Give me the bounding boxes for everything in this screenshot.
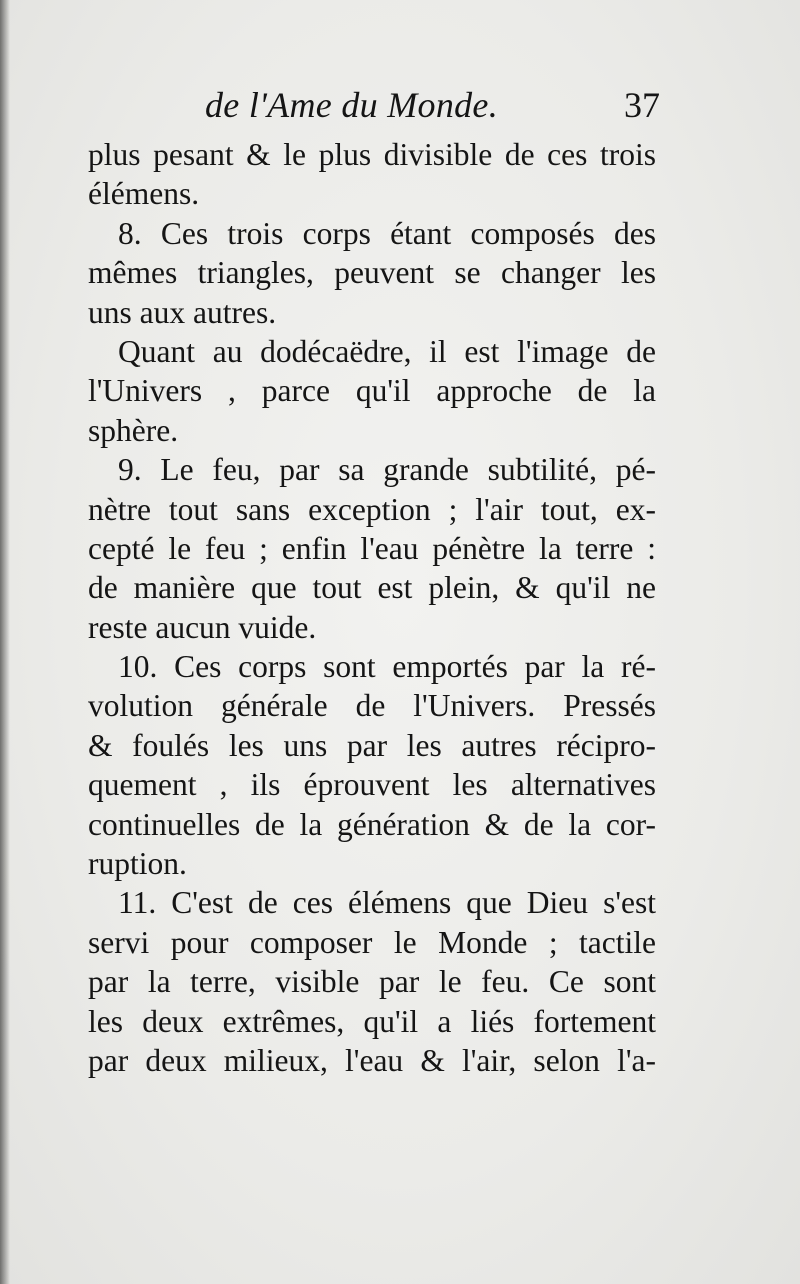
text-line: 8. Ces trois corps étant composés des	[118, 215, 656, 251]
text-line: volution générale de l'Univers. Pressés	[88, 688, 656, 724]
text-line: cepté le feu ; enfin l'eau pénètre la terre :	[88, 530, 656, 566]
text-line: nètre tout sans exception ; l'air tout, ex-	[88, 491, 656, 527]
body-text	[88, 135, 656, 1080]
text-line: 9. Le feu, par sa grande subtilité, pé-	[118, 452, 656, 488]
text-line: sphère.	[88, 412, 179, 448]
text-line: ruption.	[88, 846, 187, 882]
text-line: de manière que tout est plein, & qu'il ne	[88, 570, 656, 606]
text-line: Quant au dodécaëdre, il est l'image de	[118, 333, 656, 369]
text-line: élémens.	[88, 176, 200, 212]
text-line: quement , ils éprouvent les alternatives	[88, 767, 656, 803]
text-line: 10. Ces corps sont emportés par la ré-	[118, 649, 656, 685]
text-line: par la terre, visible par le feu. Ce sont	[88, 964, 656, 1000]
text-line: uns aux autres.	[88, 294, 277, 330]
running-title: de l'Ame du Monde.	[205, 85, 499, 125]
text-line: continuelles de la génération & de la cor-	[88, 806, 656, 842]
page-number: 37	[624, 85, 660, 125]
page-header	[205, 82, 660, 128]
spine-shadow	[0, 0, 10, 1284]
text-line: mêmes triangles, peuvent se changer les	[88, 255, 656, 291]
text-line: l'Univers , parce qu'il approche de la	[88, 373, 656, 409]
text-line: 11. C'est de ces élémens que Dieu s'est	[118, 885, 656, 921]
text-line: reste aucun vuide.	[88, 609, 317, 645]
text-line: & foulés les uns par les autres récipro-	[88, 727, 656, 763]
text-line: les deux extrêmes, qu'il a liés fortement	[88, 1003, 656, 1039]
text-line: plus pesant & le plus divisible de ces trois	[88, 137, 656, 172]
text-line: servi pour composer le Monde ; tactile	[88, 924, 656, 960]
text-line: par deux milieux, l'eau & l'air, selon l'a-	[88, 1042, 656, 1078]
